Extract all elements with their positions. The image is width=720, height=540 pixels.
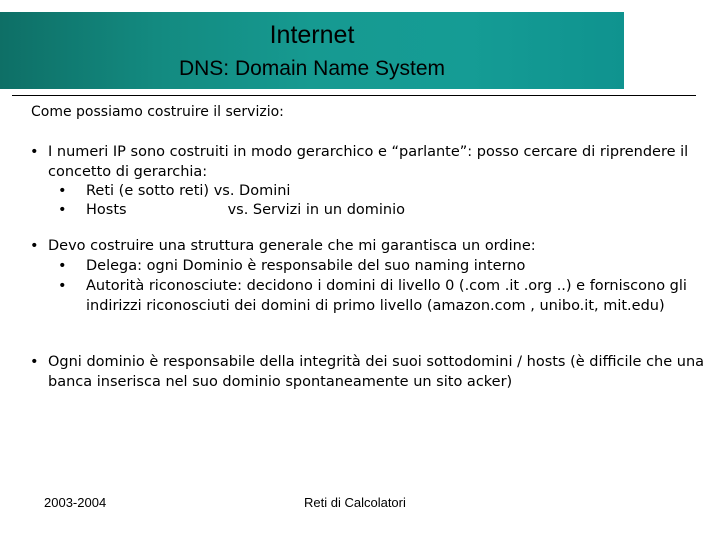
sub-bullet-left: Hosts [86,202,127,218]
sub-bullet-marker: • [58,278,67,294]
sub-bullet-text: Delega: ogni Dominio è responsabile del suo naming interno [86,258,526,274]
sub-bullet-right: vs. Servizi in un dominio [227,202,406,218]
footer-year: 2003-2004 [44,495,107,510]
footer-course: Reti di Calcolatori [304,495,406,510]
header-divider [12,95,696,96]
sub-bullet-text [86,182,696,202]
sub-bullet-marker: • [58,183,67,199]
slide-title: Internet [269,21,355,49]
sub-bullet-marker: • [58,202,67,218]
sub-bullet-text: Autorità riconosciute: decidono i domini di livello 0 (.com .it .org ..) e forniscono gli indirizzi riconosciuti dei domini di primo livello (amazon.com , unibo.it, mit.edu) [86,278,687,314]
intro-text: Come possiamo costruire il servizio: [31,104,284,120]
bullet-text: I numeri IP sono costruiti in modo gerarchico e “parlante”: posso cercare di riprendere il concetto di gerarchia: [48,144,689,180]
sub-bullet-right: vs. Domini [213,183,291,199]
slide-subtitle: DNS: Domain Name System [178,57,446,80]
bullet-marker: • [30,238,39,254]
sub-bullet-left: Reti (e sotto reti) [86,183,210,199]
bullet-marker: • [30,144,39,160]
bullet-text: Ogni dominio è responsabile della integrità dei suoi sottodomini / hosts (è difficile che una banca inserisca nel suo dominio spontaneamente un sito acker) [48,354,705,390]
bullet-text: Devo costruire una struttura generale che mi garantisca un ordine: [48,238,536,254]
bullet-marker: • [30,354,39,370]
sub-bullet-text [86,201,696,221]
sub-bullet-marker: • [58,258,67,274]
